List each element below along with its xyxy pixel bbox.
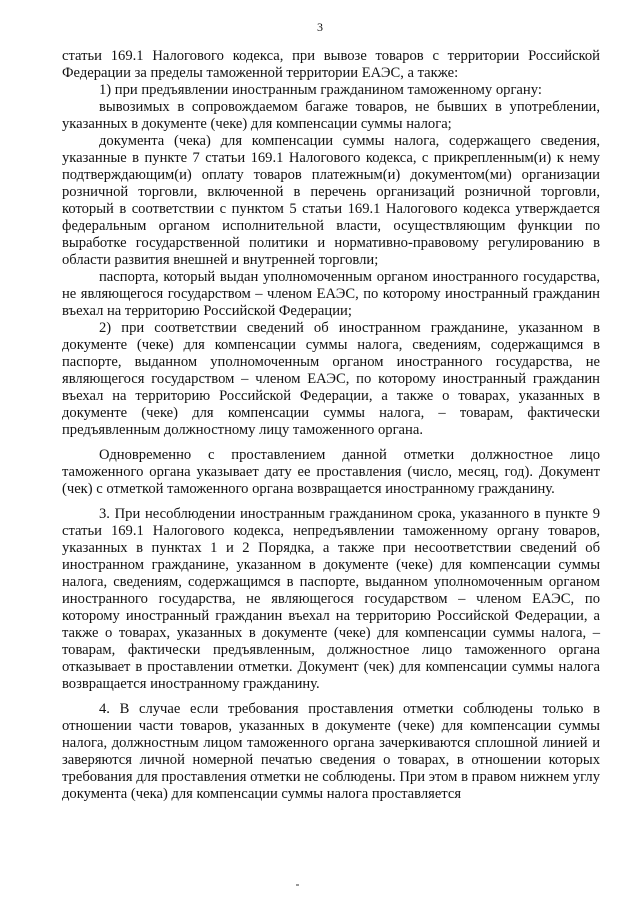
paragraph-passport: паспорта, который выдан уполномоченным органом иностранного государства, не являющегося государством – членом ЕАЭС, по которому иностранный гражданин въехал на территорию Российской Федерации; xyxy=(62,269,600,319)
document-body xyxy=(62,48,600,803)
paragraph-item-4: 4. В случае если требования проставления отметки соблюдены только в отношении части товаров, указанных в документе (чеке) для компенсации суммы налога, должностным лицом таможенного органа зачеркиваются сплошной линией и заверяются личной номерной печатью сведения о товарах, в отношении которых требования для проставления отметки не соблюдены. При этом в правом нижнем углу документа (чека) для компенсации суммы налога проставляется xyxy=(62,701,600,802)
paragraph-baggage-goods: вывозимых в сопровождаемом багаже товаров, не бывших в употреблении, указанных в документе (чеке) для компенсации суммы налога; xyxy=(62,99,600,132)
page-number: 3 xyxy=(317,20,323,34)
paragraph-receipt-document: документа (чека) для компенсации суммы налога, содержащего сведения, указанные в пункте 7 статьи 169.1 Налогового кодекса, с прикрепленным(и) к нему подтверждающим(и) оплату товаров платежным(и) документом(ми) организации розничной торговли, включенной в перечень организаций розничной торговли, который в соответствии с пунктом 5 статьи 169.1 Налогового кодекса утверждается федеральным органом исполнительной власти, осуществляющим функции по выработке государственной политики и нормативно-правовому регулированию в области развития внешней и внутренней торговли; xyxy=(62,133,600,268)
paragraph-date-mark: Одновременно с проставлением данной отметки должностное лицо таможенного органа указывает дату ее проставления (число, месяц, год). Документ (чек) с отметкой таможенного органа возвращается иностранному гражданину. xyxy=(62,447,600,497)
paragraph-item-3: 3. При несоблюдении иностранным гражданином срока, указанного в пункте 9 статьи 169.1 Налогового кодекса, непредъявлении таможенному органу товаров, указанных в пунктах 1 и 2 Порядка, а также при несоответствии сведений об иностранном гражданине, указанном в документе (чеке) для компенсации суммы налога, сведениям, содержащимся в паспорте, выданном уполномоченным органом иностранного государства, не являющегося государством – членом ЕАЭС, по которому иностранный гражданин въехал на территорию Российской Федерации, а также о товарах, указанных в документе (чеке) для компенсации суммы налога, – товарам, фактически предъявленным, должностное лицо таможенного органа отказывает в проставлении отметки. Документ (чек) для компенсации суммы налога возвращается иностранному гражданину. xyxy=(62,506,600,692)
scan-speck xyxy=(296,884,299,886)
paragraph-continuation: статьи 169.1 Налогового кодекса, при вывозе товаров с территории Российской Федерации за пределы таможенной территории ЕАЭС, а также: xyxy=(62,48,600,81)
paragraph-item-1: 1) при предъявлении иностранным гражданином таможенному органу: xyxy=(99,82,542,98)
paragraph-item-2: 2) при соответствии сведений об иностранном гражданине, указанном в документе (чеке) для компенсации суммы налога, сведениям, содержащимся в паспорте, выданном уполномоченным органом иностранного государства, не являющегося государством – членом ЕАЭС, по которому иностранный гражданин въехал на территорию Российской Федерации, а также о товарах, указанных в документе (чеке) для компенсации суммы налога, – товарам, фактически предъявленным должностному лицу таможенного органа. xyxy=(62,320,600,438)
